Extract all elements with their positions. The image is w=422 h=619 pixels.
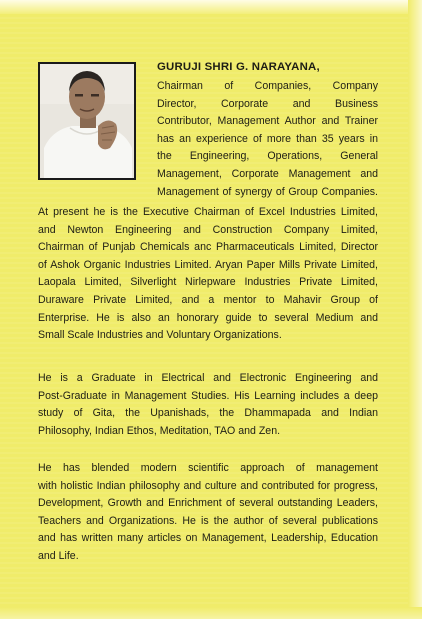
philosophy-line: and Life.	[38, 549, 79, 562]
philosophy-line: Development, Growth and Enrichment of several outstanding Leaders,	[38, 497, 378, 510]
philosophy-line: and has written many articles on Management, Leadership, Education	[38, 532, 378, 545]
top-edge	[0, 0, 422, 14]
intro-line: has an experience of more than 35 years in	[157, 132, 378, 145]
philosophy-line: with holistic Indian philosophy and culture and contributed for progress,	[38, 479, 378, 492]
right-edge	[408, 0, 422, 619]
career-line: Duraware Private Limited, and a mentor to Mahavir Group of	[38, 293, 378, 306]
career-line: and Newton Engineering and Construction Company Limited,	[38, 223, 378, 236]
career-line: of Ashok Organic Industries Limited. Aryan Paper Mills Private Limited,	[38, 258, 378, 271]
education-line: Post-Graduate in Management Studies. His Learning includes a deep	[38, 389, 378, 402]
philosophy-paragraph	[38, 460, 378, 566]
intro-line: Management, Corporate Management and	[157, 167, 378, 180]
education-line: He is a Graduate in Electrical and Electronic Engineering and	[38, 372, 378, 384]
education-paragraph	[38, 370, 378, 440]
intro-line: Chairman of Companies, Company	[157, 80, 378, 92]
career-line: Enterprise. He is also an honorary guide to several Medium and	[38, 311, 378, 324]
author-intro-paragraph	[157, 78, 378, 201]
career-paragraph	[38, 204, 378, 345]
philosophy-line: Teachers and Organizations. He is the author of several publications	[38, 514, 378, 527]
intro-line: Director, Corporate and Business	[157, 97, 378, 110]
author-photo	[38, 62, 136, 180]
education-line: Philosophy, Indian Ethos, Meditation, TAO and Zen.	[38, 424, 281, 437]
career-line: At present he is the Executive Chairman of Excel Industries Limited,	[38, 206, 378, 218]
intro-line: Contributor, Management Author and Trainer	[157, 115, 378, 128]
intro-line: the Engineering, Operations, General	[157, 150, 378, 163]
bottom-edge	[0, 607, 422, 619]
career-line: Laopala Limited, Silverlight Nirlepware Industries Private Limited,	[38, 276, 378, 289]
career-line: Small Scale Industries and Voluntary Organizations.	[38, 329, 282, 342]
author-portrait-image	[40, 64, 134, 178]
intro-line: Management of synergy of Group Companies.	[157, 185, 378, 198]
education-line: study of Gita, the Upanishads, the Dhammapada and Indian	[38, 407, 378, 420]
career-line: Chairman of Punjab Chemicals anc Pharmaceuticals Limited, Director	[38, 241, 378, 254]
author-name: GURUJI SHRI G. NARAYANA,	[157, 61, 320, 73]
philosophy-line: He has blended modern scientific approach of management	[38, 462, 378, 474]
